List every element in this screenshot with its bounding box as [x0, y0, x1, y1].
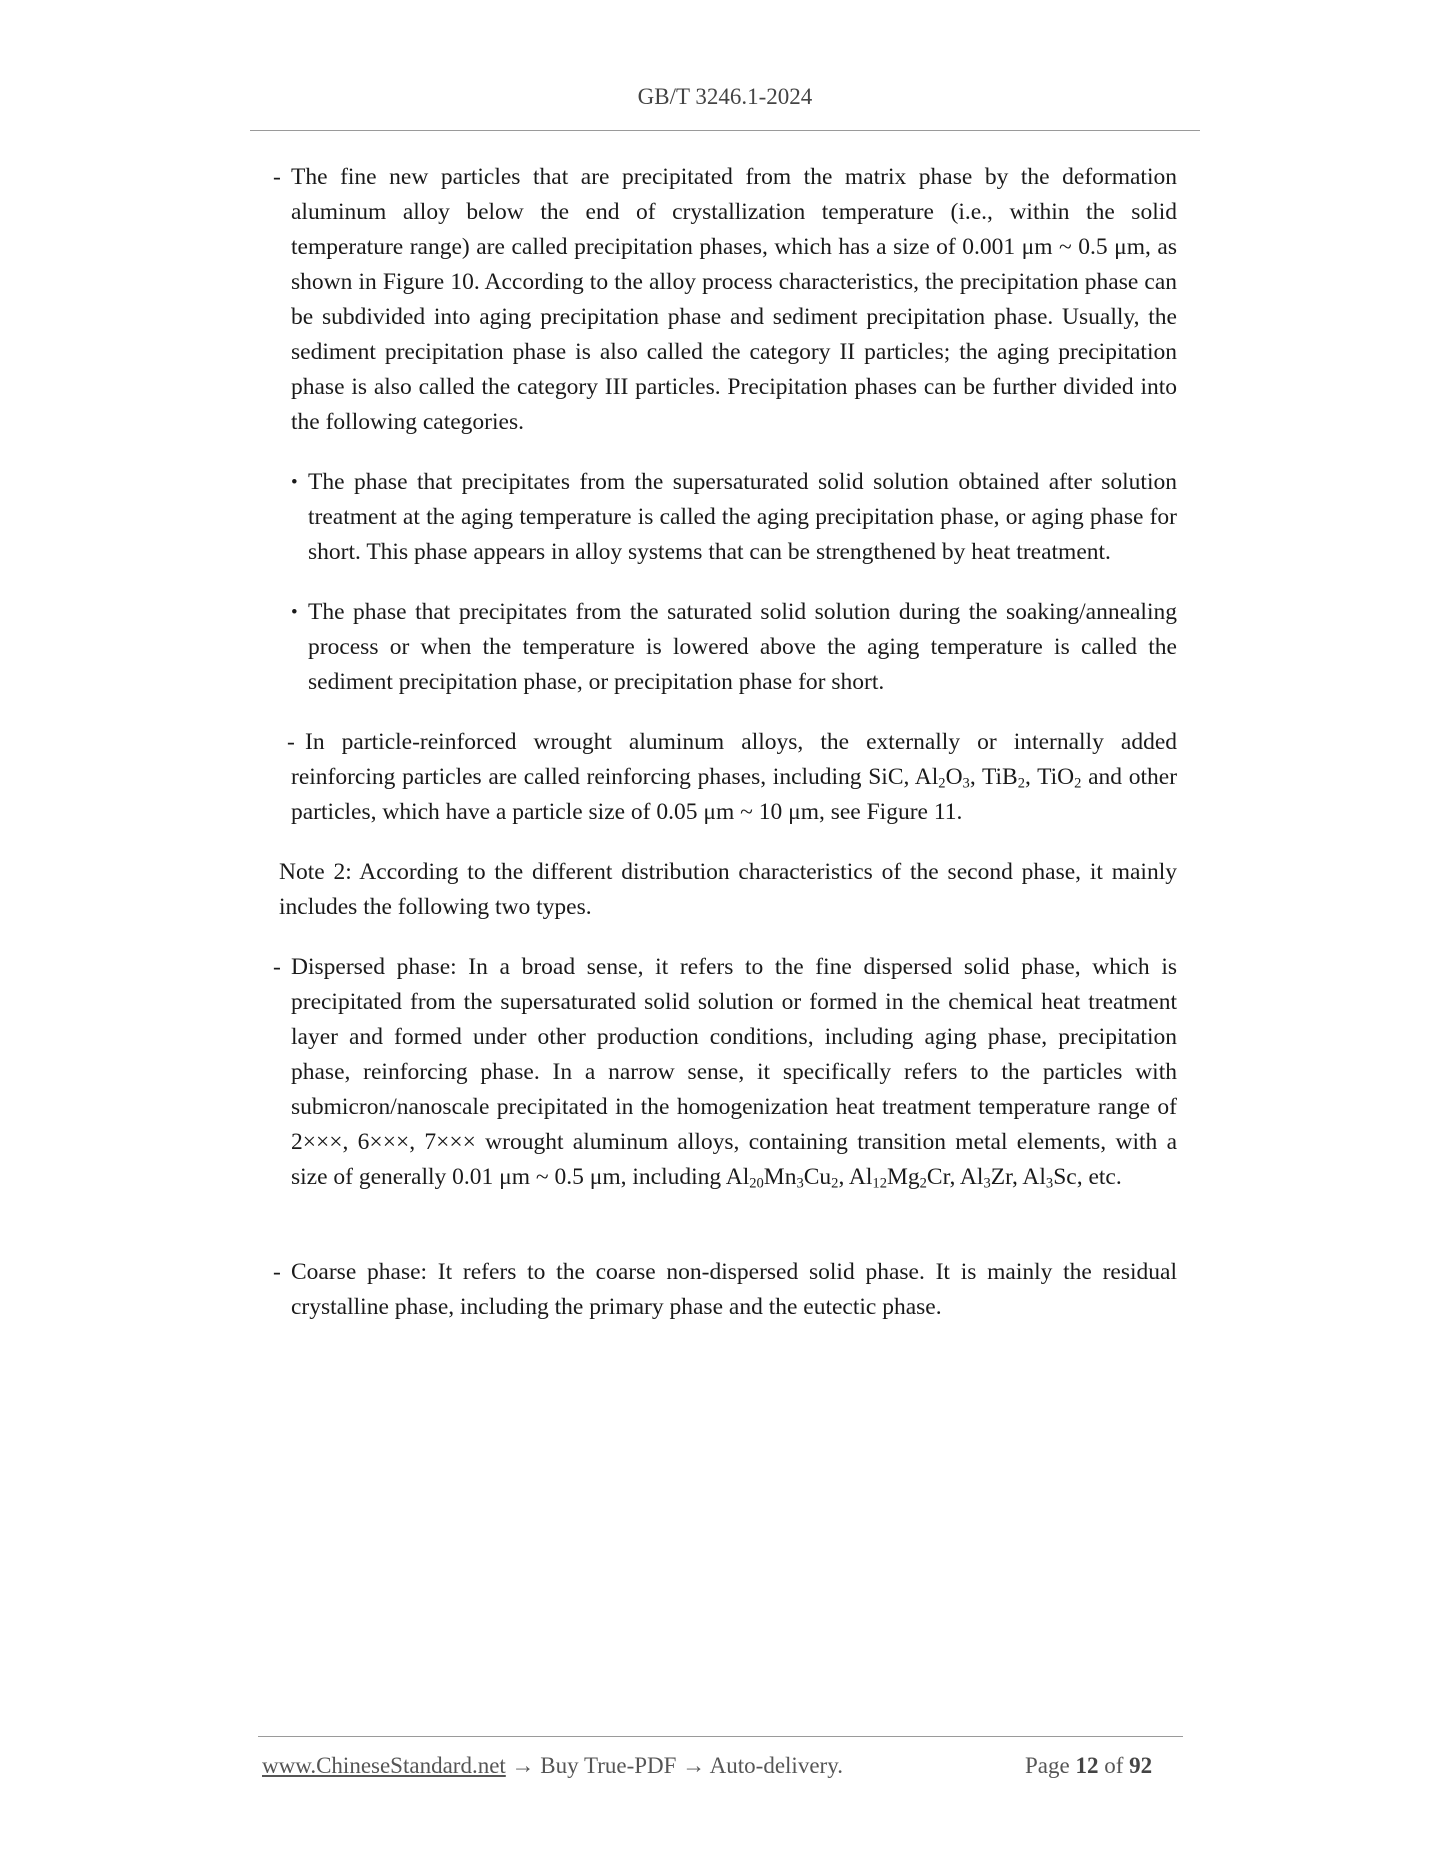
paragraph-precipitation-phases [273, 160, 1177, 440]
bullet-text: The phase that precipitates from the saturated solid solution during the soaking/annealing process or when the temperature is lowered above the aging temperature is called the sediment precipitation phase, or precipitation phase for short. [308, 599, 1177, 695]
bullet-marker: • [291, 602, 298, 623]
bullet-marker: • [291, 472, 298, 493]
page-label: Page [1025, 1753, 1070, 1778]
paragraph-coarse-phase [273, 1255, 1177, 1325]
page-number: 12 [1075, 1753, 1099, 1778]
dash-marker: - [273, 164, 281, 190]
paragraph-reinforcing-phases [287, 725, 1178, 830]
document-header: GB/T 3246.1-2024 [637, 84, 813, 109]
bullet-aging-precipitation [291, 465, 1177, 570]
page-indicator [1025, 1753, 1152, 1779]
dash-marker: - [273, 954, 281, 980]
page-total: 92 [1129, 1753, 1153, 1778]
dash-marker: - [287, 729, 295, 755]
of-label: of [1104, 1753, 1124, 1778]
bullet-sediment-precipitation [291, 595, 1177, 700]
paragraph-text: The fine new particles that are precipitated from the matrix phase by the deformation aluminum alloy below the end of crystallization temperature (i.e., within the solid temperature range) are called precipitation phases, which has a size of 0.001 μm ~ 0.5 μm, as shown in Figure 10. According to the alloy process characteristics, the precipitation phase can be subdivided into aging precipitation phase and sediment precipitation phase. Usually, the sediment precipitation phase is also called the category II particles; the aging precipitation phase is also called the category III particles. Precipitation phases can be further divided into the following categories. [291, 164, 1177, 435]
arrow-right-icon: → [511, 1753, 535, 1778]
footer-links [262, 1753, 843, 1779]
paragraph-text: Coarse phase: It refers to the coarse non-dispersed solid phase. It is mainly the residual crystalline phase, including the primary phase and the eutectic phase. [291, 1259, 1177, 1320]
header-divider [250, 130, 1200, 131]
bullet-text: The phase that precipitates from the supersaturated solid solution obtained after solution treatment at the aging temperature is called the aging precipitation phase, or aging phase for short. This phase appears in alloy systems that can be strengthened by heat treatment. [308, 469, 1177, 565]
arrow-right-icon: → [682, 1753, 706, 1778]
buy-true-pdf-text: Buy True-PDF [540, 1753, 677, 1778]
footer-divider [258, 1736, 1183, 1737]
paragraph-dispersed-phase [273, 950, 1177, 1195]
chinesestandard-link[interactable]: www.ChineseStandard.net [262, 1753, 506, 1778]
note-text: Note 2: According to the different distribution characteristics of the second phase, it mainly includes the following two types. [279, 859, 1177, 920]
dash-marker: - [273, 1259, 281, 1285]
paragraph-text: In particle-reinforced wrought aluminum alloys, the externally or internally added reinforcing particles are called reinforcing phases, including SiC, $Al_2O_3$, TiB$_2$, TiO$_2$ and other particles, which have a particle size of 0.05 μm ~ 10 μm, see Figure 11. [291, 729, 1178, 825]
paragraph-text: Dispersed phase: In a broad sense, it refers to the fine dispersed solid phase, which is precipitated from the supersaturated solid solution or formed in the chemical heat treatment layer and formed under other production conditions, including aging phase, precipitation phase, reinforcing phase. In a narrow sense, it specifically refers to the particles with submicron/nanoscale precipitated in the homogenization heat treatment temperature range of 2×××, 6×××, 7××× wrought aluminum alloys, containing transition metal elements, with a size of generally 0.01 μm ~ 0.5 μm, including $Al_{20}Mn_3Cu_2$, $Al_{12}Mg_2Cr$, $Al_3Zr$, $Al_3Sc$, etc. [291, 954, 1177, 1192]
note-2 [279, 855, 1177, 925]
auto-delivery-text: Auto-delivery. [709, 1753, 843, 1778]
